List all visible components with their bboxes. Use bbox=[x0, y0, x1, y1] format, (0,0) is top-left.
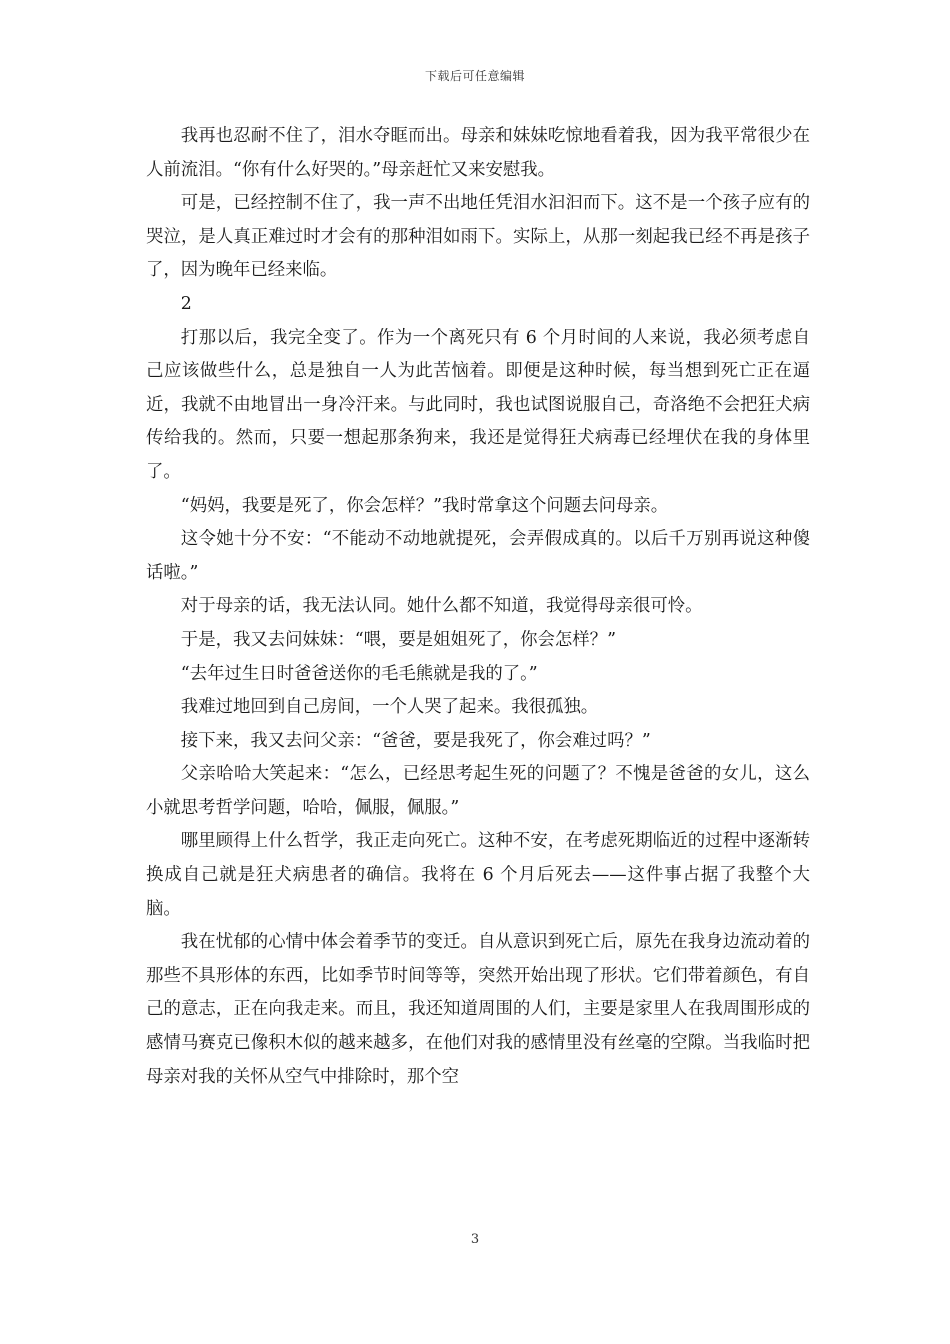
paragraph: “去年过生日时爸爸送你的毛毛熊就是我的了。” bbox=[180, 663, 538, 684]
paragraph: 于是，我又去问妹妹：“喂，要是姐姐死了，你会怎样？” bbox=[180, 629, 616, 650]
paragraph: 这令她十分不安：“不能动不动地就提死，会弄假成真的。以后千万别再说这种傻话啦。” bbox=[146, 529, 810, 583]
paragraph: “妈妈，我要是死了，你会怎样？”我时常拿这个问题去问母亲。 bbox=[180, 495, 669, 516]
paragraph: 我在忧郁的心情中体会着季节的变迁。自从意识到死亡后，原先在我身边流动着的那些不具形体的东西，比如季节时间等等，突然开始出现了形状。它们带着颜色，有自己的意志，正在向我走来。而且，我还知道周围的人们，主要是家里人在我周围形成的感情马赛克已像积木似的越来越多，在他们对我的感情里没有丝毫的空隙。当我临时把母亲对我的关怀从空气中排除时，那个空 bbox=[146, 932, 810, 1087]
paragraph: 哪里顾得上什么哲学，我正走向死亡。这种不安，在考虑死期临近的过程中逐渐转换成自己就是狂犬病患者的确信。我将在 6 个月后死去——这件事占据了我整个大脑。 bbox=[146, 831, 810, 919]
paragraph: 对于母亲的话，我无法认同。她什么都不知道，我觉得母亲很可怜。 bbox=[180, 596, 703, 617]
paragraph: 我再也忍耐不住了，泪水夺眶而出。母亲和妹妹吃惊地看着我，因为我平常很少在人前流泪。“你有什么好哭的。”母亲赶忙又来安慰我。 bbox=[146, 126, 810, 180]
section-number: 2 bbox=[180, 293, 192, 314]
paragraph: 打那以后，我完全变了。作为一个离死只有 6 个月时间的人来说，我必须考虑自己应该做些什么，总是独自一人为此苦恼着。即便是这种时候，每当想到死亡正在逼近，我就不由地冒出一身冷汗来。与此同时，我也试图说服自己，奇洛绝不会把狂犬病传给我的。然而，只要一想起那条狗来，我还是觉得狂犬病毒已经埋伏在我的身体里了。 bbox=[146, 327, 810, 482]
paragraph: 可是，已经控制不住了，我一声不出地任凭泪水汩汩而下。这不是一个孩子应有的哭泣，是人真正难过时才会有的那种泪如雨下。实际上，从那一刻起我已经不再是孩子了，因为晚年已经来临。 bbox=[146, 193, 810, 281]
paragraph: 我难过地回到自己房间，一个人哭了起来。我很孤独。 bbox=[180, 697, 599, 718]
page-number: 3 bbox=[470, 1232, 480, 1247]
paragraph: 接下来，我又去问父亲：“爸爸，要是我死了，你会难过吗？” bbox=[180, 730, 651, 751]
page-header: 下载后可任意编辑 bbox=[424, 69, 525, 83]
paragraph: 父亲哈哈大笑起来：“怎么，已经思考起生死的问题了？不愧是爸爸的女儿，这么小就思考哲学问题，哈哈，佩服，佩服。” bbox=[146, 764, 810, 818]
document-body bbox=[146, 120, 810, 1094]
